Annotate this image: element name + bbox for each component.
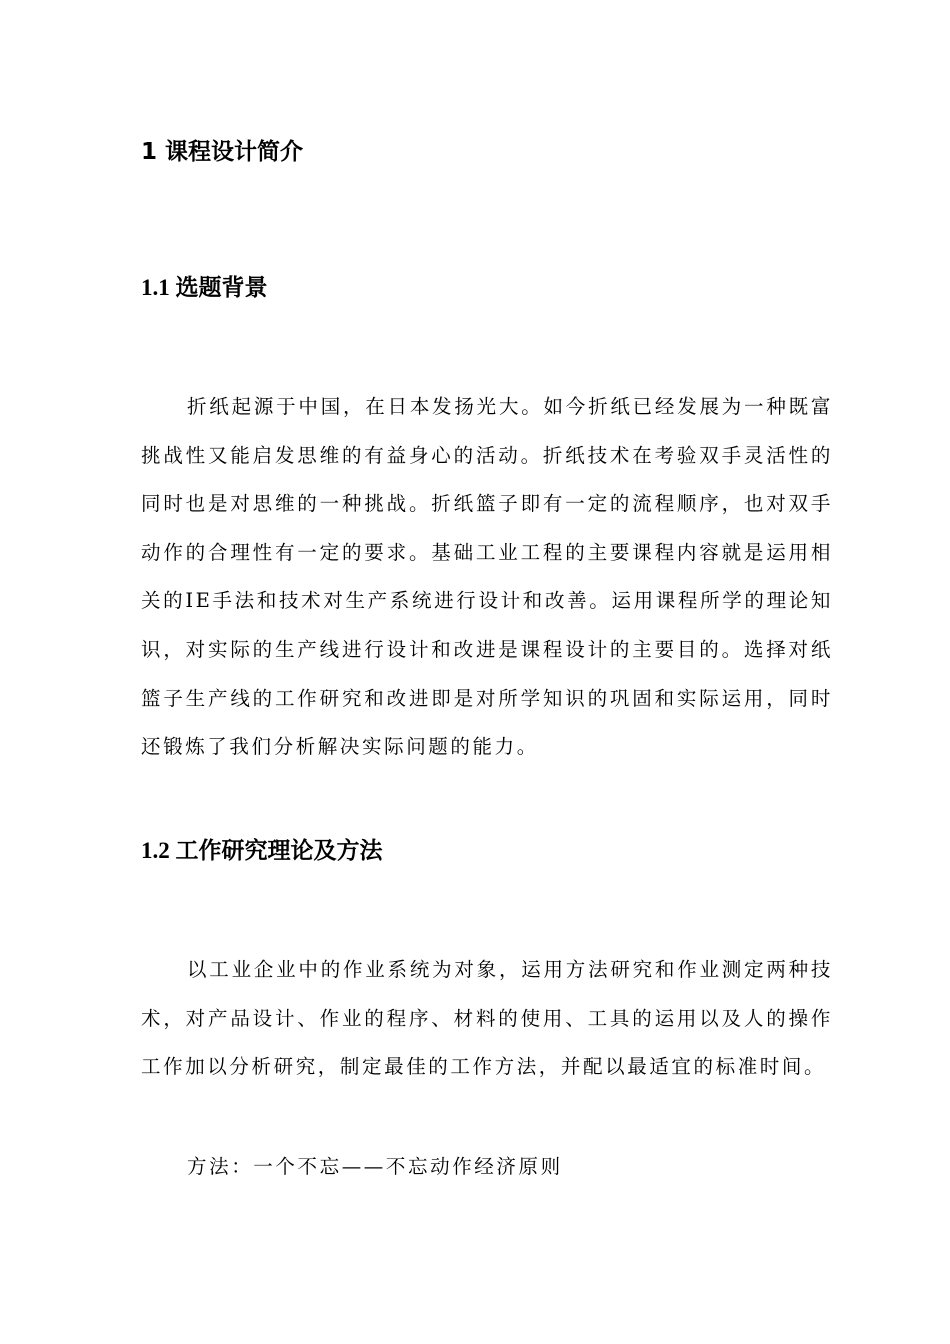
background-paragraph: 折纸起源于中国，在日本发扬光大。如今折纸已经发展为一种既富挑战性又能启发思维的有益身心的活动。折纸技术在考验双手灵活性的同时也是对思维的一种挑战。折纸篮子即有一定的流程顺序，也对双手动作的合理性有一定的要求。基础工业工程的主要课程内容就是运用相关的IE手法和技术对生产系统进行设计和改善。运用课程所学的理论知识，对实际的生产线进行设计和改进是课程设计的主要目的。选择对纸篮子生产线的工作研究和改进即是对所学知识的巩固和实际运用，同时还锻炼了我们分析解决实际问题的能力。 — [141, 395, 833, 759]
section-heading-1-1 — [141, 272, 268, 304]
work-study-paragraph: 以工业企业中的作业系统为对象，运用方法研究和作业测定两种技术，对产品设计、作业的程序、材料的使用、工具的运用以及人的操作工作加以分析研究，制定最佳的工作方法，并配以最适宜的标准时间。 — [141, 958, 833, 1079]
section-number: 1.2 — [141, 838, 170, 863]
section-title: 选题背景 — [175, 275, 268, 301]
chapter-heading: 1 课程设计简介 — [141, 139, 304, 165]
section-number: 1.1 — [141, 275, 170, 300]
section-title: 工作研究理论及方法 — [175, 838, 383, 864]
section-heading-1-2 — [141, 835, 383, 867]
method-paragraph: 方法：一个不忘——不忘动作经济原则 — [187, 1155, 563, 1178]
